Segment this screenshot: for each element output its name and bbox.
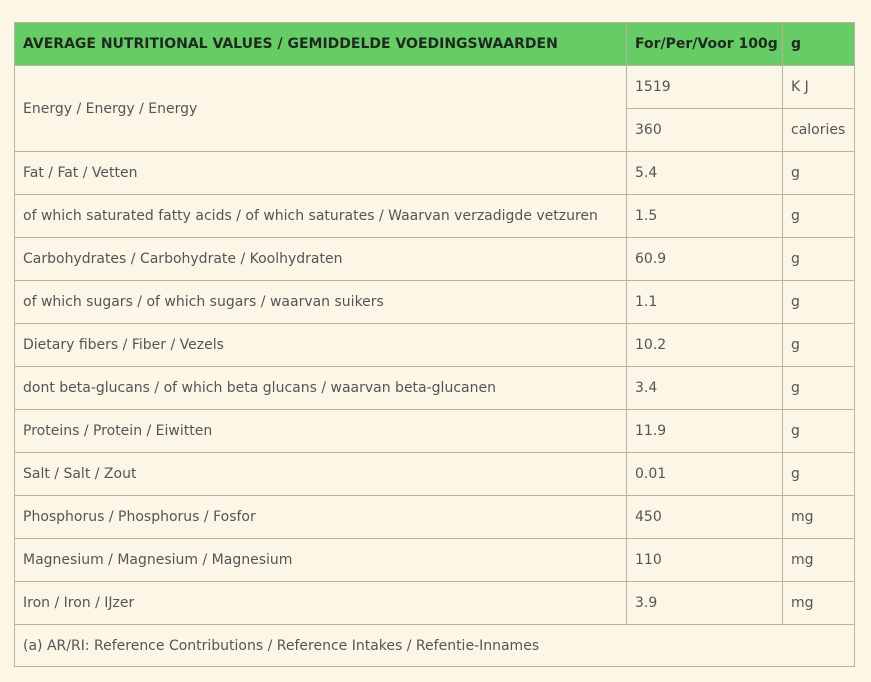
nutrient-value: 11.9: [627, 410, 783, 453]
nutrient-value: 1.1: [627, 281, 783, 324]
nutrient-unit: g: [783, 324, 855, 367]
nutrient-unit: g: [783, 238, 855, 281]
nutrient-value: 450: [627, 496, 783, 539]
nutrient-unit: g: [783, 453, 855, 496]
nutrient-value: 5.4: [627, 152, 783, 195]
table-row: [15, 453, 855, 496]
energy-kcal-value: 360: [627, 109, 783, 152]
table-row: [15, 410, 855, 453]
nutrient-value: 3.4: [627, 367, 783, 410]
nutrient-label: Phosphorus / Phosphorus / Fosfor: [15, 496, 627, 539]
nutrient-label: dont beta-glucans / of which beta glucans / waarvan beta-glucanen: [15, 367, 627, 410]
nutrient-label: of which sugars / of which sugars / waarvan suikers: [15, 281, 627, 324]
table-row: [15, 582, 855, 625]
table-row: [15, 539, 855, 582]
nutrient-label: Fat / Fat / Vetten: [15, 152, 627, 195]
table-row: [15, 496, 855, 539]
header-label: AVERAGE NUTRITIONAL VALUES / GEMIDDELDE VOEDINGSWAARDEN: [15, 23, 627, 66]
energy-label: Energy / Energy / Energy: [15, 66, 627, 152]
nutrient-unit: g: [783, 367, 855, 410]
energy-kj-unit: K J: [783, 66, 855, 109]
table-row: [15, 281, 855, 324]
table-header-row: [15, 23, 855, 66]
nutrient-label: of which saturated fatty acids / of which saturates / Waarvan verzadigde vetzuren: [15, 195, 627, 238]
nutrient-label: Iron / Iron / IJzer: [15, 582, 627, 625]
nutrient-value: 10.2: [627, 324, 783, 367]
header-per: For/Per/Voor 100g: [627, 23, 783, 66]
nutrient-unit: mg: [783, 496, 855, 539]
nutrient-unit: g: [783, 410, 855, 453]
nutrient-unit: mg: [783, 539, 855, 582]
nutrient-label: Salt / Salt / Zout: [15, 453, 627, 496]
table-row: [15, 238, 855, 281]
nutrient-label: Carbohydrates / Carbohydrate / Koolhydraten: [15, 238, 627, 281]
nutrient-unit: g: [783, 152, 855, 195]
table-row: [15, 195, 855, 238]
nutrient-value: 0.01: [627, 453, 783, 496]
table-row: [15, 324, 855, 367]
nutrient-unit: mg: [783, 582, 855, 625]
table-row: [15, 152, 855, 195]
energy-kj-value: 1519: [627, 66, 783, 109]
nutrition-table: [14, 22, 855, 667]
header-unit: g: [783, 23, 855, 66]
table-row-energy-kj: [15, 66, 855, 109]
nutrient-value: 60.9: [627, 238, 783, 281]
footnote: (a) AR/RI: Reference Contributions / Reference Intakes / Refentie-Innames: [15, 625, 855, 667]
nutrient-label: Proteins / Protein / Eiwitten: [15, 410, 627, 453]
nutrient-label: Dietary fibers / Fiber / Vezels: [15, 324, 627, 367]
nutrient-value: 110: [627, 539, 783, 582]
table-row: [15, 367, 855, 410]
nutrient-value: 3.9: [627, 582, 783, 625]
nutrient-unit: g: [783, 281, 855, 324]
nutrient-value: 1.5: [627, 195, 783, 238]
energy-kcal-unit: calories: [783, 109, 855, 152]
nutrient-label: Magnesium / Magnesium / Magnesium: [15, 539, 627, 582]
nutrient-unit: g: [783, 195, 855, 238]
footnote-row: [15, 625, 855, 667]
